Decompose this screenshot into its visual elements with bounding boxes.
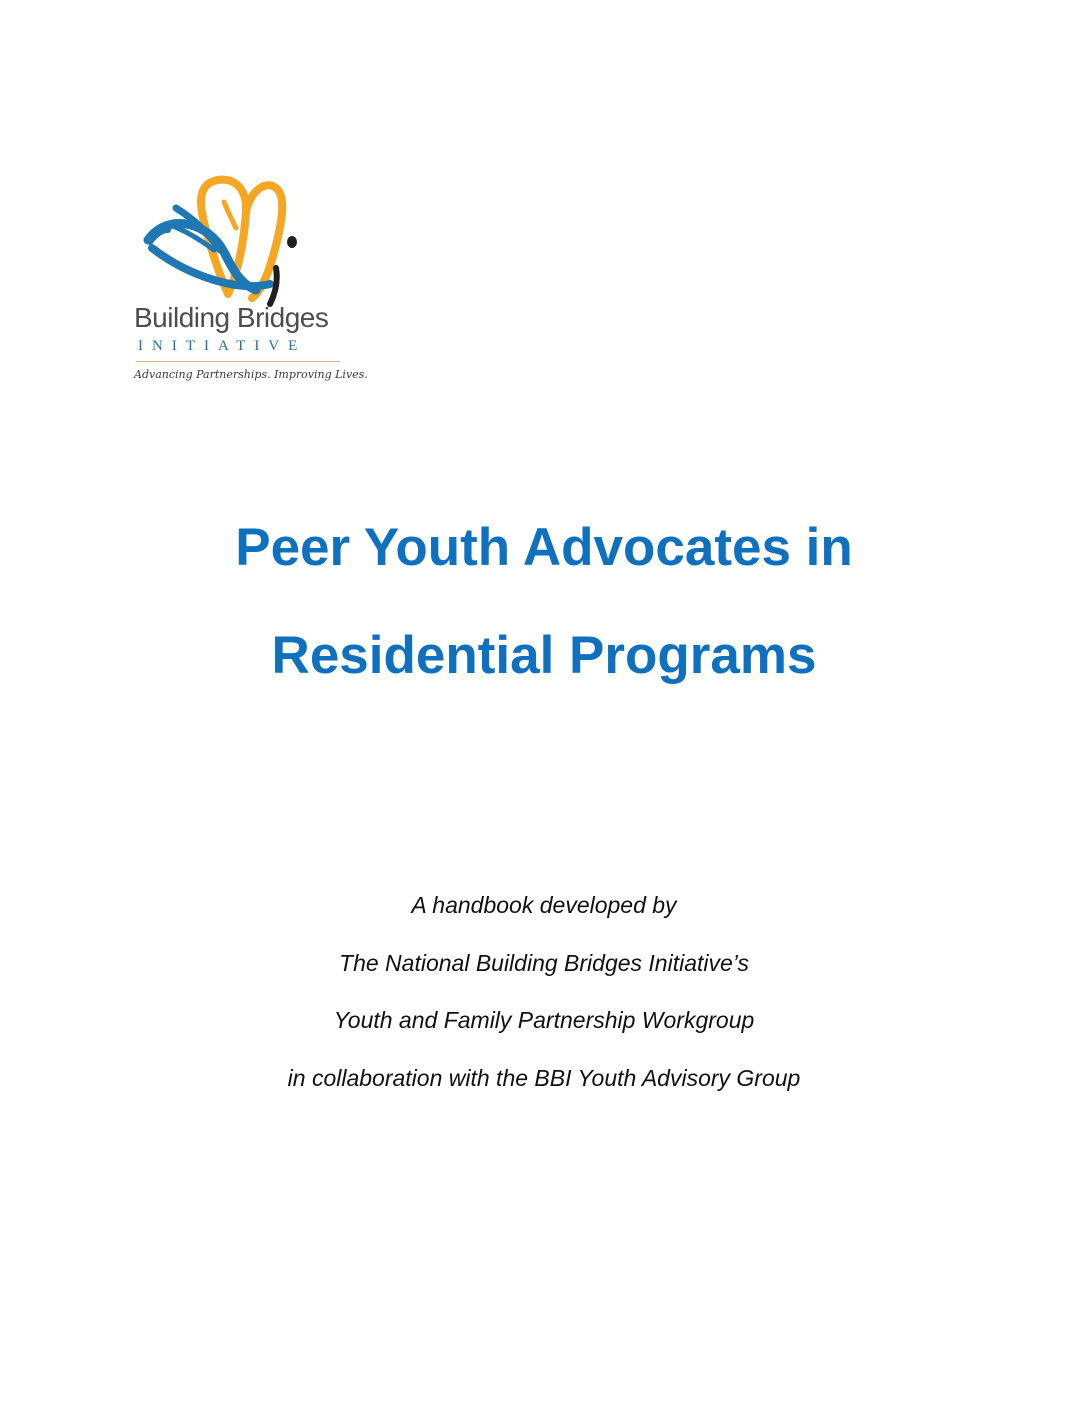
building-bridges-logo — [128, 172, 368, 394]
title-line-1: Peer Youth Advocates in — [235, 518, 853, 577]
title-line-2: Residential Programs — [271, 626, 817, 685]
subtitle-line-1: A handbook developed by — [411, 892, 677, 918]
subtitle-line-4: in collaboration with the BBI Youth Advisory Group — [287, 1064, 801, 1091]
document-title — [0, 510, 1088, 726]
logo-tagline: Advancing Partnerships. Improving Lives. — [134, 368, 368, 381]
logo-name: Building Bridges — [134, 302, 329, 333]
document-subtitle — [0, 888, 1088, 1118]
logo-initiative: INITIATIVE — [138, 338, 307, 354]
logo-mark-icon — [128, 172, 350, 307]
logo-divider — [136, 361, 340, 362]
subtitle-line-2: The National Building Bridges Initiative’s — [339, 949, 749, 976]
subtitle-line-3: Youth and Family Partnership Workgroup — [333, 1007, 755, 1033]
